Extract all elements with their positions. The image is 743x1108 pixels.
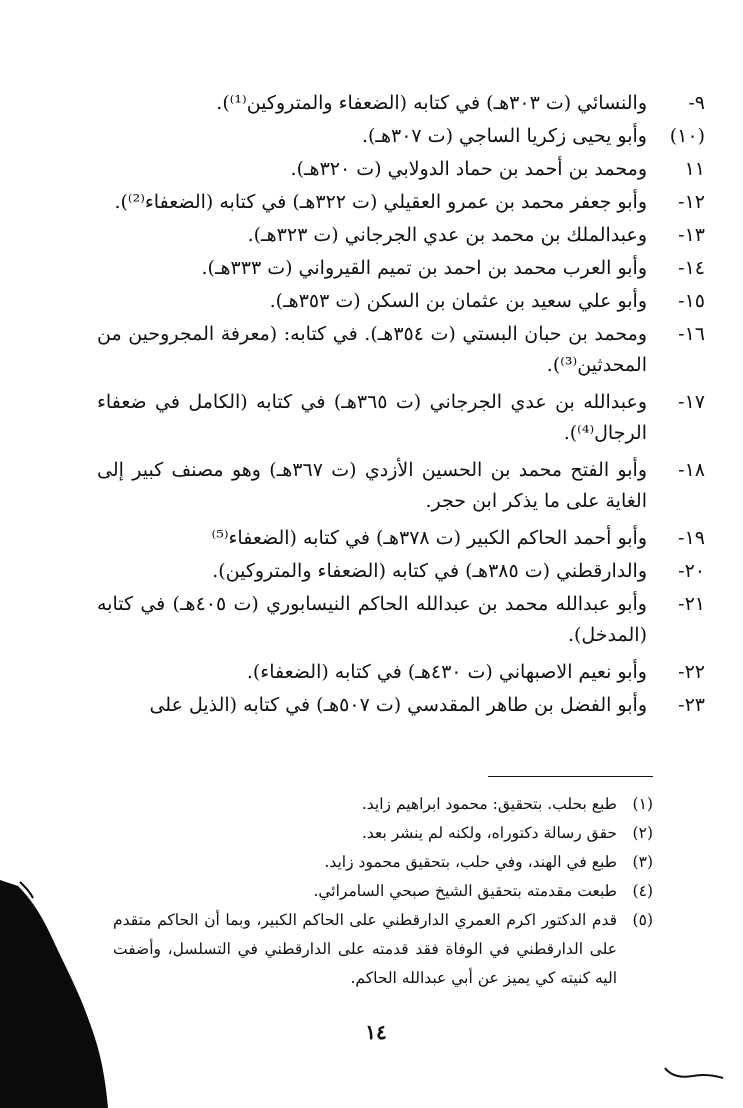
page-number: ١٤	[365, 1020, 387, 1044]
footnote-number: (٤)	[632, 882, 653, 900]
footnote-item	[113, 877, 653, 906]
list-item	[97, 220, 705, 251]
footnote-number: (١)	[632, 795, 653, 813]
scan-mark-artifact	[663, 1062, 725, 1082]
entry-text: وعبدالملك بن محمد بن عدي الجرجاني (ت ٣٢٣هـ).	[247, 224, 647, 246]
footnote-text: قدم الدكتور اكرم العمري الدارقطني على الحاكم الكبير، وبما أن الحاكم متقدم على الدارقطني في الوفاة فقد قدمته على الدارقطني في التسلسل، وأضفت اليه كنيته كي يميز عن أبي عبدالله الحاكم.	[113, 911, 617, 987]
list-item	[97, 387, 705, 449]
entry-number: ١٨-	[678, 459, 705, 481]
entry-number: ١٩-	[678, 527, 705, 549]
footnote-item	[113, 906, 653, 993]
entry-text: والنسائي (ت ٣٠٣هـ) في كتابه (الضعفاء والمتروكين⁽¹⁾).	[216, 92, 647, 114]
list-item	[97, 319, 705, 381]
entry-text: وأبو الفتح محمد بن الحسين الأزدي (ت ٣٦٧هـ) وهو مصنف كبير إلى الغاية على ما يذكر ابن حجر.	[97, 459, 647, 512]
list-item	[97, 88, 705, 119]
entry-text: وأبو جعفر محمد بن عمرو العقيلي (ت ٣٢٢هـ) في كتابه (الضعفاء⁽²⁾).	[114, 191, 647, 213]
list-item	[97, 253, 705, 284]
entry-number: ٢٠-	[678, 560, 705, 582]
entry-number: ١٣-	[678, 224, 705, 246]
list-item	[97, 589, 705, 651]
entry-text: وأبو أحمد الحاكم الكبير (ت ٣٧٨هـ) في كتابه (الضعفاء⁽⁵⁾	[211, 527, 647, 549]
footnote-item	[113, 819, 653, 848]
entry-text: والدارقطني (ت ٣٨٥هـ) في كتابه (الضعفاء والمتروكين).	[212, 560, 647, 582]
entry-text: ومحمد بن حبان البستي (ت ٣٥٤هـ). في كتابه: (معرفة المجروحين من المحدثين⁽³⁾).	[97, 323, 647, 376]
footnote-divider	[488, 776, 653, 777]
entry-number: ١١	[684, 158, 705, 180]
entry-text: وأبو عبدالله محمد بن عبدالله الحاكم النيسابوري (ت ٤٠٥هـ) في كتابه (المدخل).	[97, 593, 647, 646]
entry-number: ١٥-	[678, 290, 705, 312]
footnote-text: طبع بحلب. بتحقيق: محمود ابراهيم زايد.	[361, 795, 617, 813]
list-item	[97, 523, 705, 554]
entry-text: ومحمد بن أحمد بن حماد الدولابي (ت ٣٢٠هـ).	[290, 158, 647, 180]
entry-text: وأبو نعيم الاصبهاني (ت ٤٣٠هـ) في كتابه (الضعفاء).	[246, 661, 647, 683]
entry-text: وأبو العرب محمد بن احمد بن تميم القيرواني (ت ٣٣٣هـ).	[201, 257, 647, 279]
footnote-text: طبع في الهند، وفي حلب، بتحقيق محمود زايد.	[324, 853, 617, 871]
list-item	[97, 690, 705, 721]
footnote-text: حقق رسالة دكتوراه، ولكنه لم ينشر بعد.	[361, 824, 617, 842]
list-item	[97, 286, 705, 317]
footnote-number: (٣)	[632, 853, 653, 871]
list-item	[97, 657, 705, 688]
footnotes-list	[113, 790, 653, 993]
scan-shadow-artifact	[0, 880, 112, 1108]
entry-text: وأبو علي سعيد بن عثمان بن السكن (ت ٣٥٣هـ).	[269, 290, 647, 312]
footnote-item	[113, 790, 653, 819]
list-item	[97, 455, 705, 517]
entry-text: وأبو يحيى زكريا الساجي (ت ٣٠٧هـ).	[361, 125, 647, 147]
entry-text: وأبو الفضل بن طاهر المقدسي (ت ٥٠٧هـ) في كتابه (الذيل على	[149, 694, 647, 716]
entry-number: ٢٣-	[678, 694, 705, 716]
entry-number: ١٧-	[678, 391, 705, 413]
list-item	[97, 556, 705, 587]
entry-number: ٢١-	[678, 593, 705, 615]
entry-number: ٩-	[688, 92, 705, 114]
list-item	[97, 121, 705, 152]
entry-number: ١٢-	[678, 191, 705, 213]
list-item	[97, 154, 705, 185]
list-item	[97, 187, 705, 218]
entry-number: (١٠)	[669, 125, 705, 147]
narrators-list	[97, 88, 705, 723]
entry-number: ١٦-	[678, 323, 705, 345]
footnote-item	[113, 848, 653, 877]
entry-number: ١٤-	[678, 257, 705, 279]
footnote-number: (٢)	[632, 824, 653, 842]
footnote-number: (٥)	[632, 911, 653, 929]
entry-number: ٢٢-	[678, 661, 705, 683]
entry-text: وعبدالله بن عدي الجرجاني (ت ٣٦٥هـ) في كتابه (الكامل في ضعفاء الرجال⁽⁴⁾).	[97, 391, 647, 444]
footnote-text: طبعت مقدمته بتحقيق الشيخ صبحي السامرائي.	[313, 882, 617, 900]
